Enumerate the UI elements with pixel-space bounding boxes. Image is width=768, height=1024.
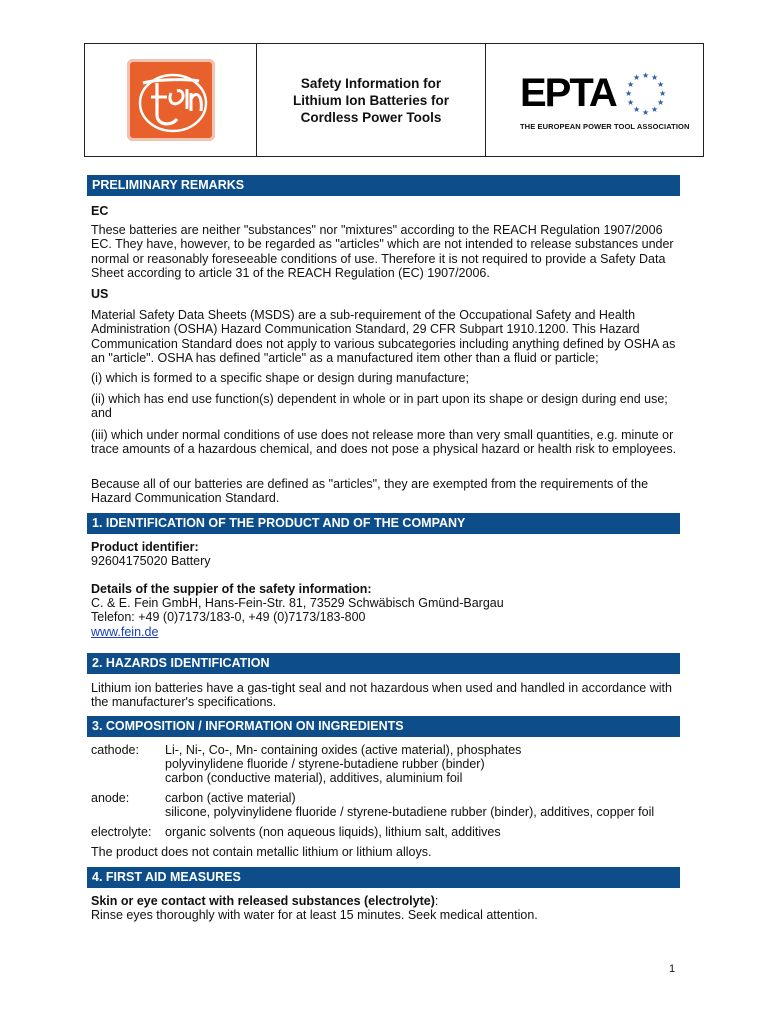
- title-line: Cordless Power Tools: [300, 109, 442, 125]
- list-item: (ii) which has end use function(s) dependent in whole or in part upon its shape or design during end use; and: [91, 392, 668, 421]
- electrolyte-row: [91, 825, 691, 839]
- list-item: (iii) which under normal conditions of use does not release more than very small quantities, e.g. minute or trace amounts of a hazardous chemical, and does not pose a physical hazard or health risk to employees.: [91, 428, 677, 457]
- section-heading-first-aid: 4. FIRST AID MEASURES: [87, 867, 680, 888]
- svg-text:★: ★: [624, 88, 632, 98]
- svg-text:★: ★: [632, 104, 640, 114]
- electrolyte-text: organic solvents (non aqueous liquids), lithium salt, additives: [165, 825, 501, 839]
- product-identifier-label: Product identifier:: [91, 540, 199, 554]
- supplier-telefon: Telefon: +49 (0)7173/183-0, +49 (0)7173/183-800: [91, 610, 366, 624]
- svg-text:★: ★: [656, 79, 664, 89]
- svg-text:★: ★: [626, 97, 634, 107]
- svg-text:★: ★: [641, 70, 649, 80]
- document-title: [257, 44, 486, 156]
- svg-text:★: ★: [650, 72, 658, 82]
- fein-logo-icon: [127, 59, 215, 141]
- page-number: 1: [669, 963, 676, 975]
- title-line: Safety Information for: [300, 75, 442, 91]
- first-aid-text: Rinse eyes thoroughly with water for at least 15 minutes. Seek medical attention.: [91, 908, 538, 922]
- cathode-line: polyvinylidene fluoride / styrene-butadiene rubber (binder): [165, 757, 485, 771]
- website-link[interactable]: www.fein.de: [91, 625, 159, 639]
- conclusion-paragraph: Because all of our batteries are defined as "articles", they are exempted from the requirements of the Hazard Communication Standard.: [91, 477, 649, 506]
- svg-text:★: ★: [641, 107, 649, 116]
- electrolyte-label: electrolyte:: [91, 825, 152, 839]
- fein-logo-cell: [85, 44, 257, 156]
- svg-text:★: ★: [632, 72, 640, 82]
- composition-note: The product does not contain metallic lithium or lithium alloys.: [91, 845, 432, 859]
- section-heading-hazards: 2. HAZARDS IDENTIFICATION: [87, 653, 680, 674]
- title-line: Lithium Ion Batteries for: [292, 92, 449, 108]
- svg-text:★: ★: [658, 88, 666, 98]
- anode-row: [91, 791, 691, 819]
- anode-label: anode:: [91, 791, 130, 805]
- cathode-line: carbon (conductive material), additives, aluminium foil: [165, 771, 463, 785]
- us-label: US: [91, 287, 109, 301]
- section-heading-composition: 3. COMPOSITION / INFORMATION ON INGREDIENTS: [87, 716, 680, 737]
- svg-text:★: ★: [626, 79, 634, 89]
- cathode-label: cathode:: [91, 743, 139, 757]
- anode-line: carbon (active material): [165, 791, 296, 805]
- document-header: [84, 43, 704, 157]
- first-aid-sub-colon: :: [434, 894, 439, 908]
- first-aid-sub-label: Skin or eye contact with released substances (electrolyte): [91, 894, 435, 908]
- epta-logo-cell: [486, 44, 703, 156]
- list-item: (i) which is formed to a specific shape or design during manufacture;: [91, 371, 469, 385]
- cathode-row: [91, 743, 691, 785]
- fein-logo: [127, 59, 215, 141]
- us-paragraph: Material Safety Data Sheets (MSDS) are a sub-requirement of the Occupational Safety and Health Administration (OSHA) Hazard Communication Standard, 29 CFR Subpart 1910.1200. This Hazard Communication Standard does not apply to various subcategories including anything defined by OSHA as an "article". OSHA has defined "article" as a manufactured item other than a fluid or particle;: [91, 308, 676, 365]
- product-identifier-value: 92604175020 Battery: [91, 554, 211, 568]
- ec-label: EC: [91, 204, 109, 218]
- epta-subtitle: THE EUROPEAN POWER TOOL ASSOCIATION: [520, 121, 690, 131]
- section-heading-identification: 1. IDENTIFICATION OF THE PRODUCT AND OF THE COMPANY: [87, 513, 680, 534]
- section-heading-preliminary: PRELIMINARY REMARKS: [87, 175, 680, 196]
- ec-paragraph: These batteries are neither "substances" nor "mixtures" according to the REACH Regulation 1907/2006 EC. They have, however, to be regarded as "articles" which are not intended to release substances under normal or reasonably foreseeable conditions of use. Therefore it is not required to provide a Safety Data Sheet according to article 31 of the REACH Regulation (EC) 1907/2006.: [91, 223, 674, 280]
- supplier-address: C. & E. Fein GmbH, Hans-Fein-Str. 81, 73529 Schwäbisch Gmünd-Bargau: [91, 596, 504, 610]
- eu-stars-icon: [622, 70, 668, 116]
- supplier-label: Details of the suppier of the safety information:: [91, 582, 372, 596]
- anode-line: silicone, polyvinylidene fluoride / styrene-butadiene rubber (binder), additives, copper foil: [165, 805, 655, 819]
- svg-text:★: ★: [650, 104, 658, 114]
- hazards-paragraph: Lithium ion batteries have a gas-tight seal and not hazardous when used and handled in accordance with the manufacturer's specifications.: [91, 681, 672, 710]
- epta-logo-text: EPTA: [520, 70, 616, 115]
- svg-text:★: ★: [656, 97, 664, 107]
- cathode-line: Li-, Ni-, Co-, Mn- containing oxides (active material), phosphates: [165, 743, 522, 757]
